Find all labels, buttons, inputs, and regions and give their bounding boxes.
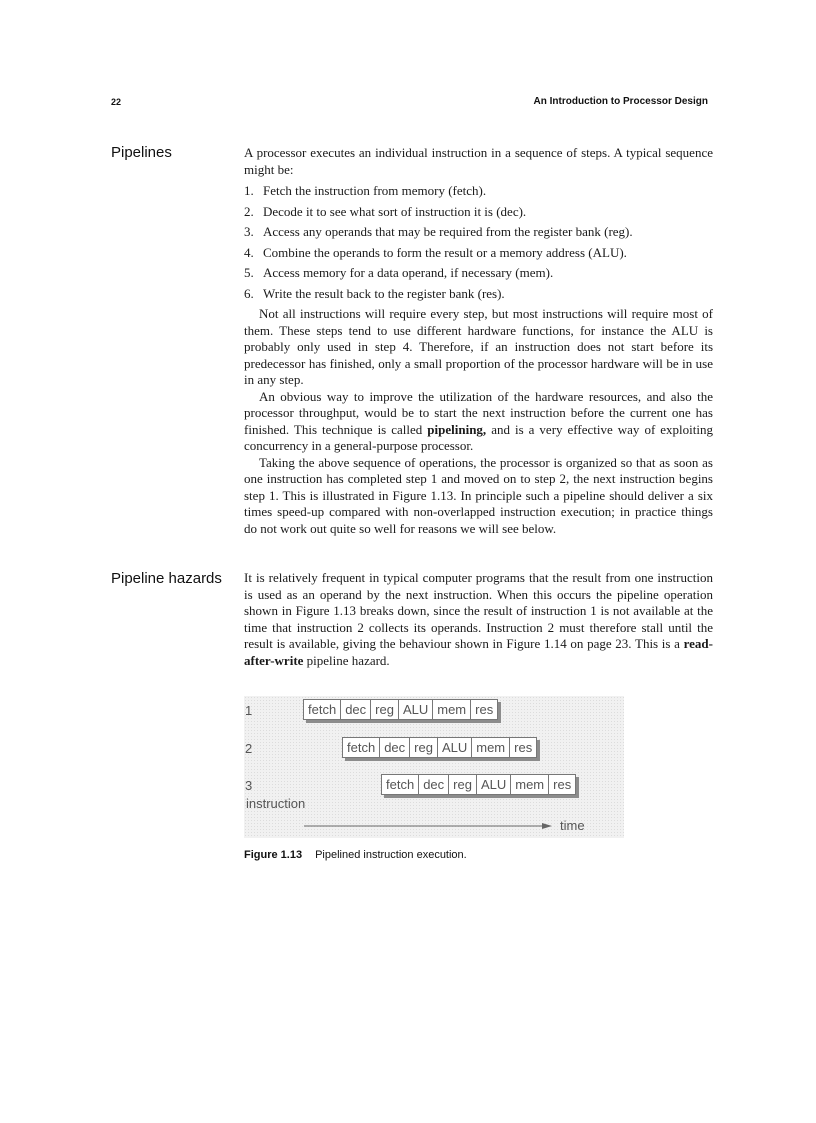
row-label-2: 2: [245, 741, 253, 756]
stage-res: res: [475, 702, 494, 717]
y-axis-label: instruction: [246, 796, 306, 811]
paragraph-3: Taking the above sequence of operations, the processor is organized so that as soon as one instruction has completed step 1 and moved on to step 2, the next instruction begins step 1. This is illustrated in Figure 1.13. In principle such a pipeline should deliver a six times speed-up compared with non-overlapped instruction execution; in practice things do not work out quite so well for reasons we will see below.: [244, 454, 713, 536]
figure-caption: [244, 849, 467, 861]
stage-mem: mem: [433, 700, 471, 719]
page-number: 22: [111, 97, 122, 107]
paragraph-1: Not all instructions will require every step, but most instructions will require most of them. These steps tend to use different hardware functions, for instance the ALU is probably only used in step 4. Therefore, if an instruction does not start before its predecessor has finished, only a small proportion of the processor hardware will be in use in any step.: [244, 306, 713, 387]
instruction-row-2: [342, 737, 537, 758]
x-axis-label: time: [560, 818, 585, 833]
pipelines-body: [244, 145, 713, 537]
steps-list: [244, 183, 713, 302]
list-item: 4. Combine the operands to form the result or a memory address (ALU).: [244, 244, 627, 260]
row-label-1: 1: [245, 703, 253, 718]
caption-number: Figure 1.13: [244, 849, 303, 861]
stage-res: res: [514, 740, 533, 755]
list-item: 1. Fetch the instruction from memory (fetch).: [244, 183, 487, 198]
instruction-row-3: [381, 774, 576, 795]
running-title: An Introduction to Processor Design: [533, 96, 708, 107]
section-heading-pipelines: Pipelines: [111, 144, 172, 161]
stage-fetch: fetch: [382, 775, 419, 794]
list-item: 3. Access any operands that may be required from the register bank (reg).: [244, 224, 633, 239]
stage-res: res: [553, 777, 572, 792]
list-item: 5. Access memory for a data operand, if necessary (mem).: [244, 265, 554, 280]
stage-mem: mem: [472, 738, 510, 757]
section-heading-pipeline-hazards: Pipeline hazards: [111, 570, 222, 587]
stage-mem: mem: [511, 775, 549, 794]
list-item: 2. Decode it to see what sort of instruction it is (dec).: [244, 203, 527, 219]
hazards-body: [244, 570, 713, 669]
stage-dec: dec: [380, 738, 410, 757]
time-arrow-icon: [304, 821, 552, 831]
pipelines-intro: A processor executes an individual instruction in a sequence of steps. A typical sequence might be:: [244, 145, 713, 177]
stage-dec: dec: [419, 775, 449, 794]
stage-alu: ALU: [438, 738, 472, 757]
stage-fetch: fetch: [343, 738, 380, 757]
stage-reg: reg: [410, 738, 438, 757]
stage-fetch: fetch: [304, 700, 341, 719]
row-label-3: 3: [245, 778, 253, 793]
stage-reg: reg: [371, 700, 399, 719]
pipeline-figure: [244, 696, 624, 838]
paragraph-2: An obvious way to improve the utilization of the hardware resources, and also the processor throughput, would be to start the next instruction before the current one has finished. This technique is called pipelining, and is a very effective way of exploiting concurrency in a general-purpose processor.: [244, 388, 713, 453]
stage-reg: reg: [449, 775, 477, 794]
stage-dec: dec: [341, 700, 371, 719]
stage-alu: ALU: [477, 775, 511, 794]
stage-alu: ALU: [399, 700, 433, 719]
hazards-paragraph: It is relatively frequent in typical computer programs that the result from one instruction is used as an operand by the next instruction. When this occurs the pipeline operation shown in Figure 1.13 breaks down, since the result of instruction 1 is not available at the time that instruction 2 collects its operands. Instruction 2 must therefore stall until the result is available, giving the behaviour shown in Figure 1.14 on page 23. This is a read-after-write pipeline hazard.: [244, 570, 713, 668]
list-item: 6. Write the result back to the register bank (res).: [244, 285, 505, 301]
instruction-row-1: [303, 699, 498, 720]
caption-text: Pipelined instruction execution.: [315, 849, 467, 861]
